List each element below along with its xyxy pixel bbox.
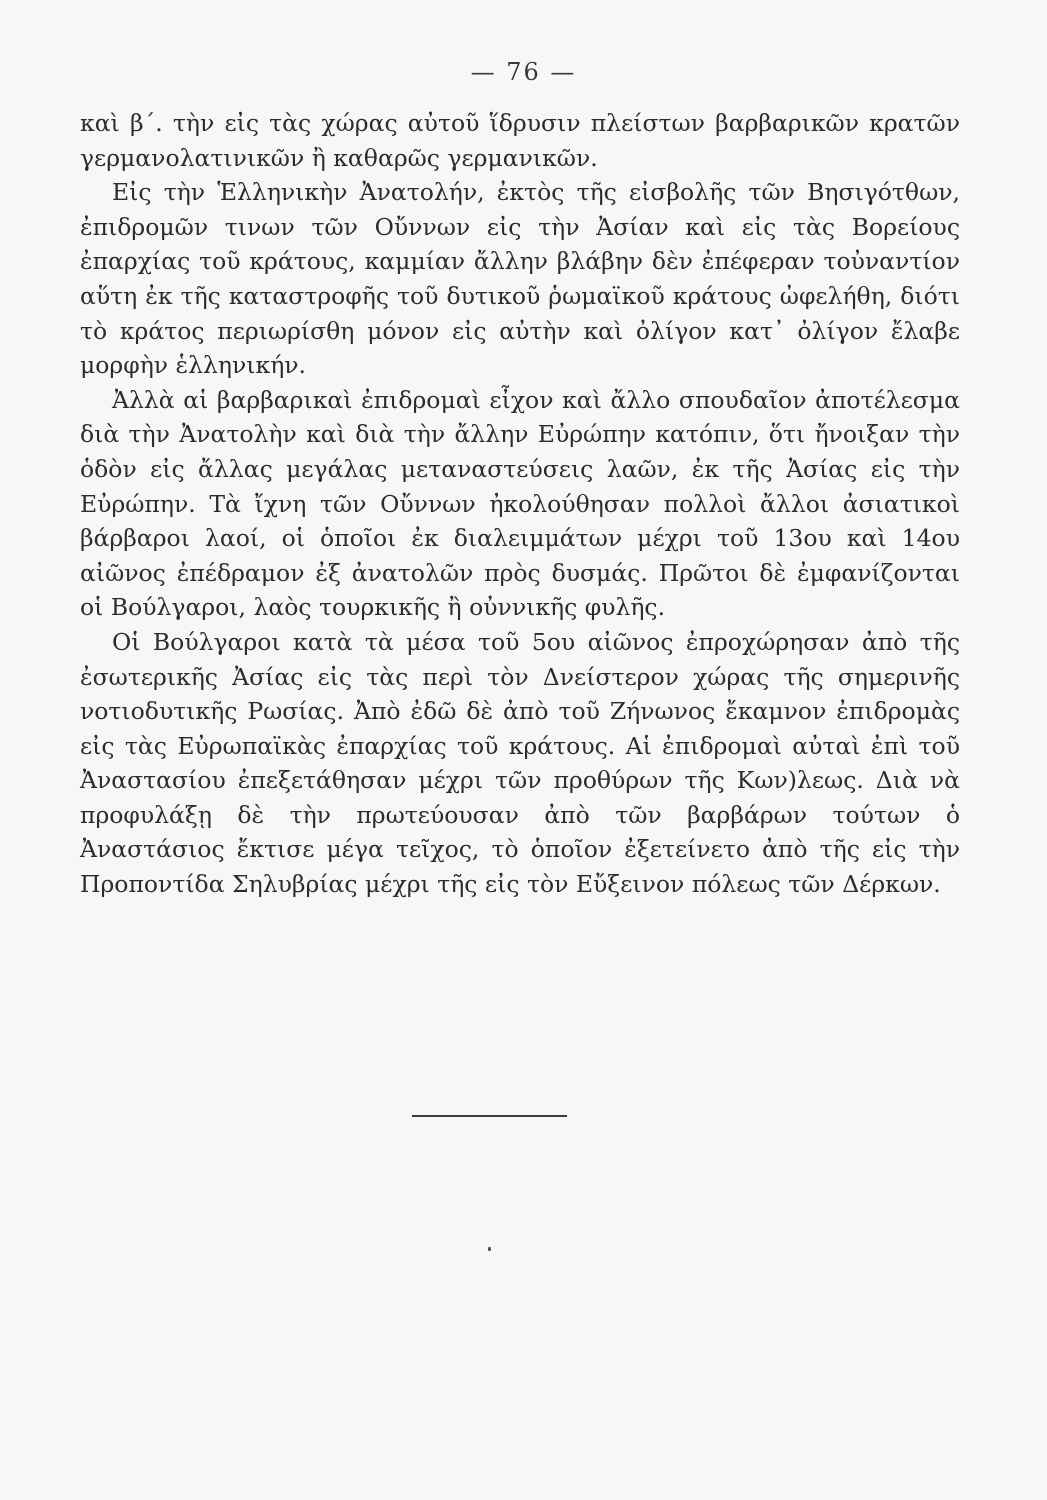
paragraph: Ἀλλὰ αἱ βαρβαρικαὶ ἐπιδρομαὶ εἶχον καὶ ἄλλο σπουδαῖον ἀποτέλεσμα διὰ τὴν Ἀνατολὴν καὶ διὰ τὴν ἄλλην Εὐρώπην κατόπιν, ὅτι ἤνοιξαν τὴν ὁδὸν εἰς ἄλλας μεγάλας μεταναστεύσεις λαῶν, ἐκ τῆς Ἀσίας εἰς τὴν Εὐρώπην. Τὰ ἴχνη τῶν Οὔννων ἠκολούθησαν πολλοὶ ἄλλοι ἀσιατικοὶ βάρβαροι λαοί, οἱ ὁποῖοι ἐκ διαλειμμάτων μέχρι τοῦ 13ου καὶ 14ου αἰῶνος ἐπέδραμον ἐξ ἀνατολῶν πρὸς δυσμάς. Πρῶτοι δὲ ἐμφανίζονται οἱ Βούλγαροι, λαὸς τουρκικῆς ἢ οὐννικῆς φυλῆς. [80,385,960,622]
section-end-rule [412,1115,567,1117]
paragraph-continuation: καὶ β΄. τὴν εἰς τὰς χώρας αὐτοῦ ἵδρυσιν πλείστων βαρβαρικῶν κρατῶν γερμανολατινικῶν ἢ καθαρῶς γερμανικῶν. [80,109,960,172]
page-number: — 76 — [470,58,577,86]
print-speck [488,1247,491,1251]
paragraph: Εἰς τὴν Ἑλληνικὴν Ἀνατολήν, ἐκτὸς τῆς εἰσβολῆς τῶν Βησιγότθων, ἐπιδρομῶν τινων τῶν Οὔννων εἰς τὴν Ἀσίαν καὶ εἰς τὰς Βορείους ἐπαρχίας τοῦ κράτους, καμμίαν ἄλλην βλάβην δὲν ἐπέφεραν τοὐναντίον αὕτη ἐκ τῆς καταστροφῆς τοῦ δυτικοῦ ῥωμαϊκοῦ κράτους ὠφελήθη, διότι τὸ κράτος περιωρίσθη μόνον εἰς αὐτὴν καὶ ὀλίγον κατ᾽ ὀλίγον ἔλαβε μορφὴν ἑλληνικήν. [80,178,960,380]
paragraph: Οἱ Βούλγαροι κατὰ τὰ μέσα τοῦ 5ου αἰῶνος ἐπροχώρησαν ἀπὸ τῆς ἐσωτερικῆς Ἀσίας εἰς τὰς περὶ τὸν Δνείστερον χώρας τῆς σημερινῆς νοτιοδυτικῆς Ρωσίας. Ἀπὸ ἐδῶ δὲ ἀπὸ τοῦ Ζήνωνος ἔκαμνον ἐπιδρομὰς εἰς τὰς Εὐρωπαϊκὰς ἐπαρχίας τοῦ κράτους. Αἱ ἐπιδρομαὶ αὐταὶ ἐπὶ τοῦ Ἀναστασίου ἐπεξετάθησαν μέχρι τῶν προθύρων τῆς Κων)λεως. Διὰ νὰ προφυλάξῃ δὲ τὴν πρωτεύουσαν ἀπὸ τῶν βαρβάρων τούτων ὁ Ἀναστάσιος ἔκτισε μέγα τεῖχος, τὸ ὁποῖον ἐξετείνετο ἀπὸ τῆς εἰς τὴν Προποντίδα Σηλυβρίας μέχρι τῆς εἰς τὸν Εὔξεινον πόλεως τῶν Δέρκων. [80,627,960,899]
body-text [80,106,960,902]
